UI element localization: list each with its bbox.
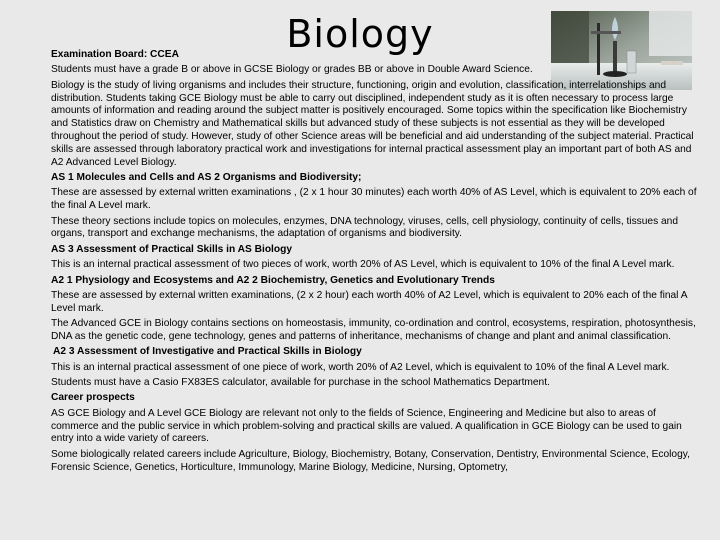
section-heading-as3: AS 3 Assessment of Practical Skills in AS Biology (51, 243, 292, 255)
page-title: Biology (286, 12, 434, 56)
a2-1-a2-2-assessment: These are assessed by external written examinations, (2 x 2 hour) each worth 40% of A2 Level, which is equivalent to 20% each of the final A Level mark. (51, 289, 687, 314)
career-prospects: AS GCE Biology and A Level GCE Biology are relevant not only to the fields of Science, Engineering and Medicine but also to areas of commerce and the public service in which problem-solving and practical skills are valued. A qualification in GCE Biology can be used to gain entry into a wide variety of careers. (51, 407, 682, 445)
exam-board: Examination Board: CCEA (51, 49, 179, 60)
a2-3-assessment: This is an internal practical assessment of one piece of work, worth 20% of A2 Level, which is equivalent to 10% of the final A Level mark. (51, 361, 670, 373)
section-heading-a2-1-a2-2: A2 1 Physiology and Ecosystems and A2 2 Biochemistry, Genetics and Evolutionary Trends (51, 274, 495, 286)
as3-assessment: This is an internal practical assessment of two pieces of work, worth 20% of AS Level, which is equivalent to 10% of the final A Level mark. (51, 259, 675, 271)
section-heading-careers: Career prospects (51, 392, 135, 404)
section-heading-a2-3: A2 3 Assessment of Investigative and Practical Skills in Biology (53, 346, 362, 358)
calculator-note: Students must have a Casio FX83ES calculator, available for purchase in the school Mathematics Department. (51, 377, 550, 389)
as1-as2-topics: These theory sections include topics on molecules, enzymes, DNA technology, viruses, cells, cell physiology, continuity of cells, tissues and organs, transport and exchange mechanisms, the adaptation of organisms and biodiversity. (51, 215, 679, 240)
course-overview: Biology is the study of living organisms and includes their structure, functioning, origin and evolution, classification, interrelationships and distribution. Students taking GCE Biology must be able to carry out disciplined, independent study as it is often necessary to process large amounts of information and reading around the subject matter is positively encouraged. Some topics within the specification like Biochemistry and Statistics draw on Chemistry and Mathematical skills but advanced study of these subjects is not essential as they will be developed throughout the period of study. However, study of other Science areas will be beneficial and aid understanding of the subject material. Practical skills are assessed through laboratory practical work and investigations for internal practical assessment play an important part of both AS and A2 Advanced Level Biology. (51, 79, 694, 168)
as1-as2-assessment: These are assessed by external written examinations , (2 x 1 hour 30 minutes) each worth 40% of AS Level, which is equivalent to 20% each of the final A Level mark. (51, 187, 697, 212)
course-description (51, 49, 697, 477)
related-careers: Some biologically related careers include Agriculture, Biology, Biochemistry, Botany, Conservation, Dentistry, Environmental Science, Ecology, Forensic Science, Genetics, Horticulture, Immunology, Marine Biology, Medicine, Nursing, Optometry, (51, 448, 690, 473)
a2-topics: The Advanced GCE in Biology contains sections on homeostasis, immunity, co-ordination and control, ecosystems, respiration, photosynthesis, DNA as the genetic code, gene technology, genes and patterns of inheritance, mechanisms of change and plant and animal classification. (51, 318, 696, 342)
entry-requirements: Students must have a grade B or above in GCSE Biology or grades BB or above in Double Award Science. (51, 64, 533, 76)
section-heading-as1-as2: AS 1 Molecules and Cells and AS 2 Organisms and Biodiversity; (51, 171, 362, 183)
